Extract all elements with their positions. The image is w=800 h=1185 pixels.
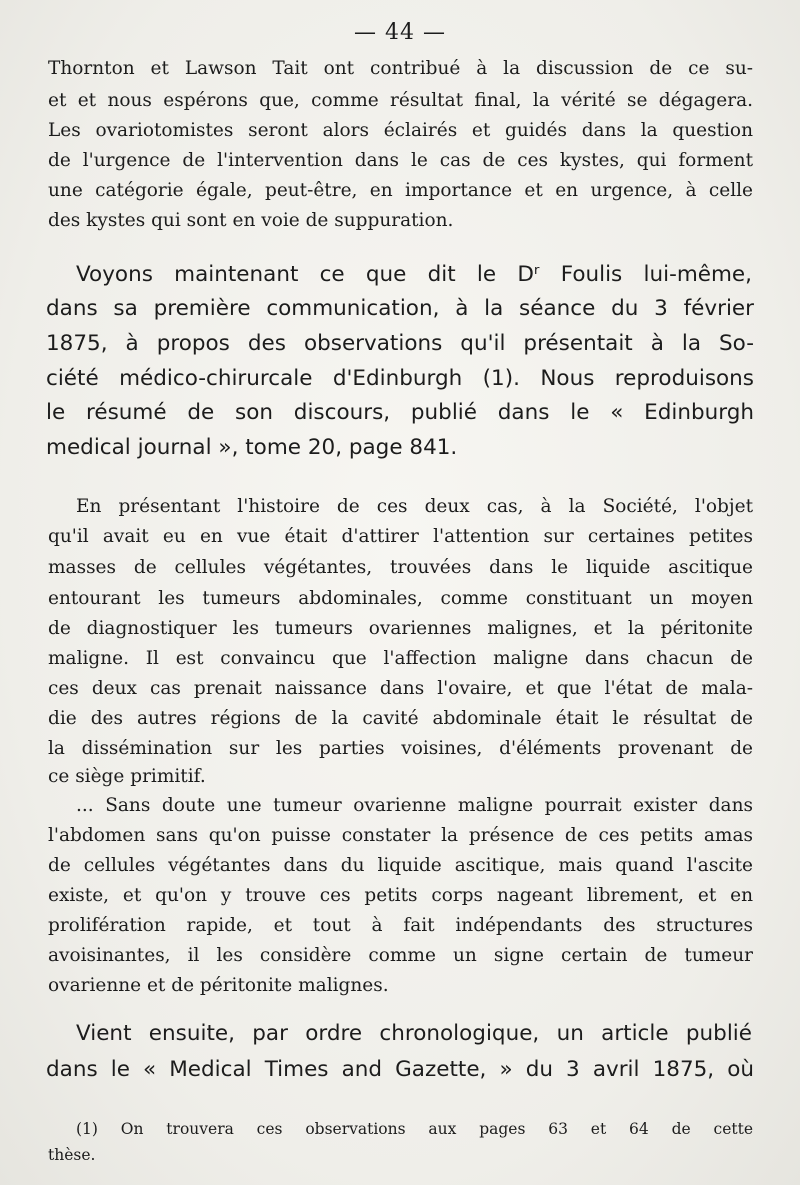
text-line: dans sa première communication, à la séance du 3 février bbox=[46, 296, 754, 321]
text-line: die des autres régions de la cavité abdominale était le résultat de bbox=[48, 708, 753, 729]
text-line: 1875, à propos des observations qu'il présentait à la So- bbox=[46, 331, 754, 356]
text-line: des kystes qui sont en voie de suppuration. bbox=[48, 210, 454, 231]
text-line: le résumé de son discours, publié dans le « Edinburgh bbox=[46, 400, 754, 425]
text-line: ovarienne et de péritonite malignes. bbox=[48, 975, 389, 996]
text-line: de diagnostiquer les tumeurs ovariennes malignes, et la péritonite bbox=[48, 618, 753, 639]
text-line: maligne. Il est convaincu que l'affection maligne dans chacun de bbox=[48, 648, 753, 669]
text-line: ciété médico-chirurcale d'Edinburgh (1). Nous reproduisons bbox=[46, 366, 754, 391]
text-line: et et nous espérons que, comme résultat final, la vérité se dégagera. bbox=[48, 90, 753, 111]
text-line: entourant les tumeurs abdominales, comme constituant un moyen bbox=[48, 588, 753, 609]
footnote-line: thèse. bbox=[48, 1146, 96, 1164]
text-line: une catégorie égale, peut-être, en importance et en urgence, à celle bbox=[48, 180, 753, 201]
text-line: de cellules végétantes dans du liquide ascitique, mais quand l'ascite bbox=[48, 855, 753, 876]
text-line: dans le « Medical Times and Gazette, » du 3 avril 1875, où bbox=[46, 1057, 754, 1082]
text-line: medical journal », tome 20, page 841. bbox=[46, 435, 458, 460]
text-line: ... Sans doute une tumeur ovarienne maligne pourrait exister dans bbox=[76, 795, 753, 816]
text-line: avoisinantes, il les considère comme un signe certain de tumeur bbox=[48, 945, 753, 966]
text-line: la dissémination sur les parties voisines, d'éléments provenant de bbox=[48, 738, 753, 759]
text-line: masses de cellules végétantes, trouvées dans le liquide ascitique bbox=[48, 557, 753, 578]
text-line: Les ovariotomistes seront alors éclairés et guidés dans la question bbox=[48, 120, 753, 141]
page-number: — 44 — bbox=[354, 20, 446, 45]
text-line: ce siège primitif. bbox=[48, 766, 206, 787]
footnote-line: (1) On trouvera ces observations aux pages 63 et 64 de cette bbox=[76, 1120, 753, 1138]
text-line: prolifération rapide, et tout à fait indépendants des structures bbox=[48, 915, 753, 936]
text-line: Voyons maintenant ce que dit le Dʳ Foulis lui-même, bbox=[76, 262, 752, 287]
text-line: qu'il avait eu en vue était d'attirer l'attention sur certaines petites bbox=[48, 526, 753, 547]
text-line: En présentant l'histoire de ces deux cas, à la Société, l'objet bbox=[76, 496, 753, 517]
text-line: de l'urgence de l'intervention dans le cas de ces kystes, qui forment bbox=[48, 150, 753, 171]
text-line: Thornton et Lawson Tait ont contribué à la discussion de ce su- bbox=[48, 58, 753, 79]
text-line: l'abdomen sans qu'on puisse constater la présence de ces petits amas bbox=[48, 825, 753, 846]
text-line: Vient ensuite, par ordre chronologique, un article publié bbox=[76, 1021, 752, 1046]
text-line: ces deux cas prenait naissance dans l'ovaire, et que l'état de mala- bbox=[48, 678, 753, 699]
text-line: existe, et qu'on y trouve ces petits corps nageant librement, et en bbox=[48, 885, 753, 906]
